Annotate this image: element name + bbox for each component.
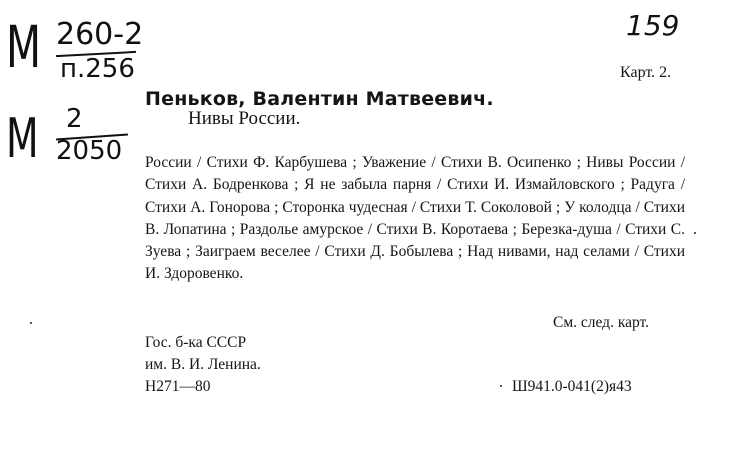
handwritten-page-number: 159 xyxy=(626,9,680,42)
see-next-card-note: См. след. карт. xyxy=(553,314,650,331)
handwritten-mark-top: M xyxy=(6,13,42,81)
classification-code: Ш941.0-041(2)я43 xyxy=(512,378,632,395)
card-code-left: Н271—80 xyxy=(145,378,211,395)
handwritten-mark-bottom: M xyxy=(6,107,39,170)
contents-list: России / Стихи Ф. Карбушева ; Уважение / Стихи В. Осипенко ; Нивы России / Стихи А. Бодренкова ; Я не забыла парня / Стихи И. Измайловского ; Радуга / Стихи А. Гонорова ; Сторонка чудесная / Стихи Т. Соколовой ; У колодца / Стихи В. Лопатина ; Раздолье амурское / Стихи В. Коротаева ; Березка-душа / Стихи С. Зуева ; Заиграем веселее / Стихи Д. Бобылева ; Над нивами, над селами / Стихи И. Здоровенко. xyxy=(145,154,685,283)
shelf-number-bottom-numerator: 2 xyxy=(66,104,83,134)
library-name: Гос. б-ка СССР xyxy=(145,334,247,351)
shelf-number-top-numerator: 260-2 xyxy=(56,17,144,52)
author-heading: Пеньков, Валентин Матвеевич. xyxy=(145,88,494,110)
library-dedication: им. В. И. Ленина. xyxy=(145,356,261,373)
shelf-number-bottom-denominator: 2050 xyxy=(56,136,123,166)
shelf-number-top-denominator: п.256 xyxy=(60,54,135,84)
card-number-label: Карт. 2. xyxy=(620,64,672,81)
print-speck xyxy=(500,385,502,387)
print-speck xyxy=(30,322,32,324)
print-speck xyxy=(694,232,696,234)
book-title: Нивы России. xyxy=(188,108,301,129)
